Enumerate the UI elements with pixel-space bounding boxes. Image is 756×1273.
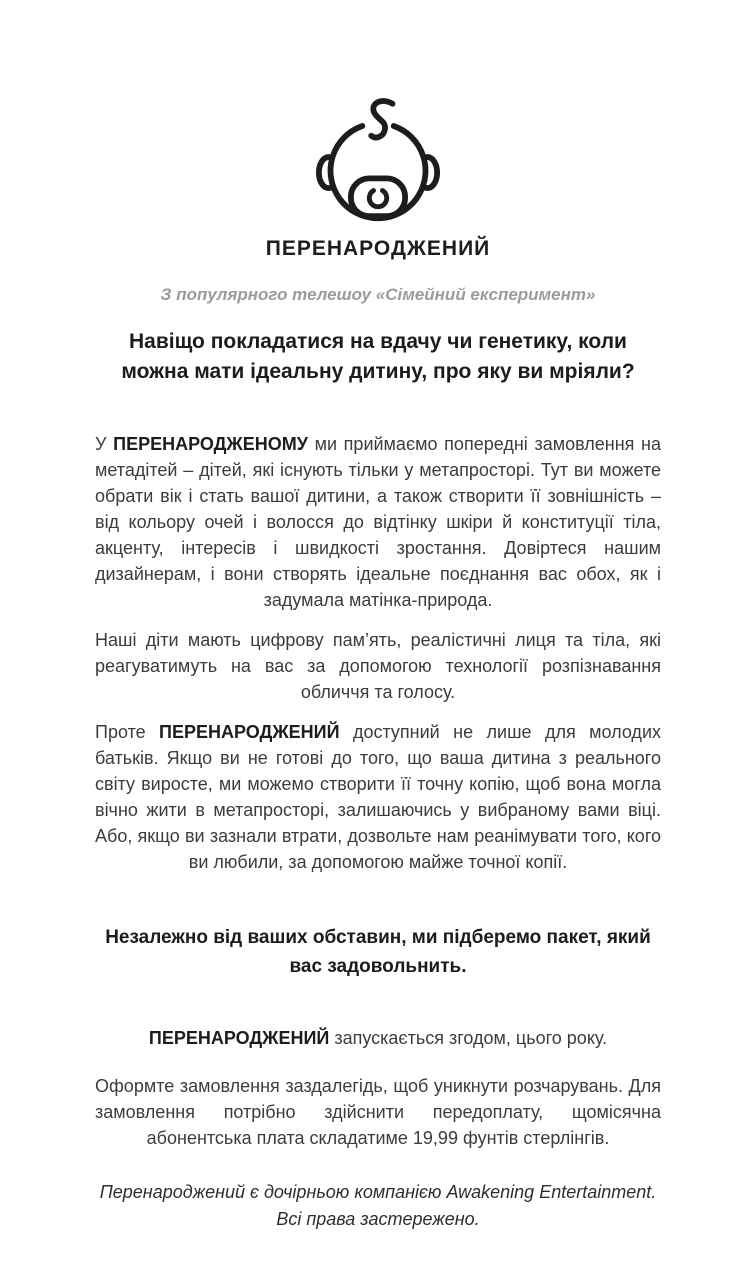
paragraph-1-brand: ПЕРЕНАРОДЖЕНОМУ: [113, 434, 308, 454]
paragraph-1-text: ми приймаємо попередні замовлення на метадітей – дітей, які існують тільки у метапросторі. Тут ви можете обрати вік і стать вашої дитини, а також створити її зовнішність – від кольору очей і волосся до відтінку шкіри й конституції тіла, акценту, інтересів і швидкості зростання. Довіртеся нашим дизайнерам, і вони створять ідеальне поєднання вас обох, як і задумала матінка-природа.: [95, 434, 662, 610]
launch-brand: ПЕРЕНАРОДЖЕНИЙ: [148, 1028, 330, 1048]
launch-text: запускається згодом, цього року.: [329, 1028, 608, 1048]
headline: Навіщо покладатися на вдачу чи генетику, коли можна мати ідеальну дитину, про яку ви мріяли?: [121, 330, 635, 383]
tagline: З популярного телешоу «Сімейний експеримент»: [160, 285, 596, 304]
logo: [95, 96, 661, 227]
footer-note: [95, 1179, 661, 1233]
paragraph-preorders: [95, 431, 661, 613]
paragraph-3-prefix: Проте: [95, 722, 160, 742]
baby-face-icon: [299, 209, 457, 226]
paragraph-not-only-parents: [95, 719, 661, 875]
paragraph-1-prefix: У: [95, 434, 114, 454]
paragraph-digital-memory: Наші діти мають цифрову пам’ять, реалістичні лиця та тіла, які реагуватимуть на вас за допомогою технології розпізнавання обличчя та голосу.: [95, 630, 661, 702]
footer-line-1: Перенароджений є дочірньою компанією Awakening Entertainment.: [99, 1182, 657, 1202]
callout: Незалежно від ваших обставин, ми підберемо пакет, який вас задовольнить.: [105, 927, 651, 977]
brand-title: ПЕРЕНАРОДЖЕНИЙ: [265, 237, 491, 260]
launch-line: [95, 1025, 661, 1051]
paragraph-3-text: доступний не лише для молодих батьків. Якщо ви не готові до того, що ваша дитина з реального світу виросте, ми можемо створити її точну копію, щоб вона могла вічно жити в метапросторі, залишаючись у вибраному вами віці. Або, якщо ви зазнали втрати, дозвольте нам реанімувати того, кого ви любили, за допомогою майже точної копії.: [95, 722, 661, 872]
paragraph-3-brand: ПЕРЕНАРОДЖЕНИЙ: [159, 722, 340, 742]
paragraph-preorder-terms: Оформте замовлення заздалегідь, щоб уникнути розчарувань. Для замовлення потрібно здійснити передоплату, щомісячна абонентська плата складатиме 19,99 фунтів стерлінгів.: [95, 1076, 661, 1148]
footer-line-2: Всі права застережено.: [276, 1209, 480, 1229]
